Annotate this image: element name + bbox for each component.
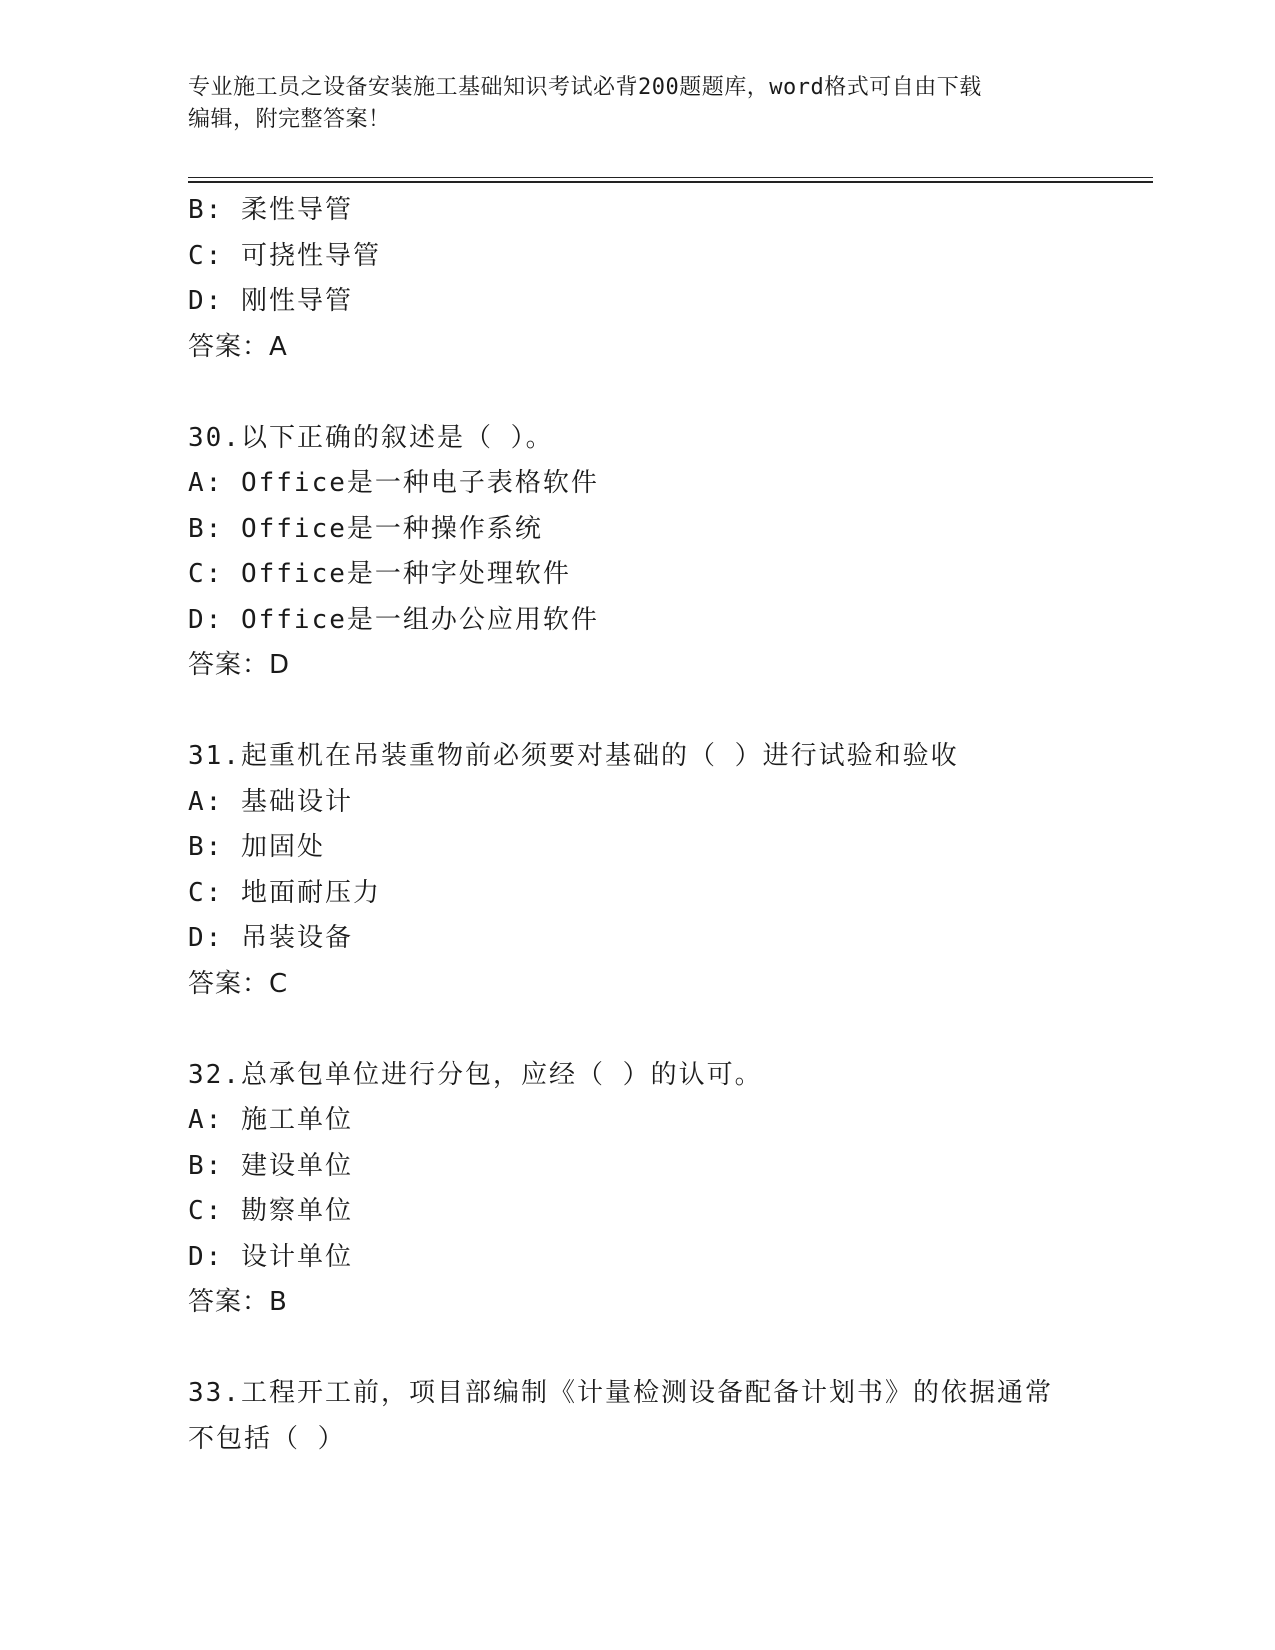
question-31 (188, 734, 1153, 1007)
answer-line: 答案：B (188, 1287, 288, 1317)
question-stem: 31.起重机在吊装重物前必须要对基础的（ ）进行试验和验收 (188, 741, 959, 771)
option-c: C: 可挠性导管 (188, 240, 381, 271)
option-b: B: 柔性导管 (188, 195, 353, 225)
document-page (188, 0, 1153, 1650)
option-b: B: 建设单位 (188, 1150, 353, 1181)
option-b: B: Office是一种操作系统 (188, 513, 543, 544)
question-32 (188, 1053, 1153, 1326)
answer-line: 答案：C (188, 968, 289, 999)
answer-line: 答案：D (188, 650, 291, 680)
option-c: C: Office是一种字处理软件 (188, 559, 571, 589)
question-stem: 32.总承包单位进行分包，应经（ ）的认可。 (188, 1059, 763, 1090)
question-33 (188, 1371, 1153, 1462)
option-d: D: 设计单位 (188, 1241, 353, 1272)
option-d: D: 吊装设备 (188, 923, 353, 953)
option-d: D: 刚性导管 (188, 286, 353, 316)
header-divider-thin (188, 177, 1153, 178)
question-stem: 33.工程开工前，项目部编制《计量检测设备配备计划书》的依据通常不包括（ ） (188, 1378, 1053, 1454)
spacer (188, 1007, 1153, 1053)
question-stem: 30.以下正确的叙述是（ ）。 (188, 422, 554, 453)
option-a: A: Office是一种电子表格软件 (188, 468, 599, 498)
question-list (188, 188, 1153, 1462)
document-header (188, 72, 1068, 136)
option-b: B: 加固处 (188, 832, 325, 862)
spacer (188, 370, 1153, 416)
spacer (188, 689, 1153, 735)
option-a: A: 基础设计 (188, 786, 353, 817)
option-c: C: 勘察单位 (188, 1196, 353, 1226)
header-divider-thick (188, 181, 1153, 183)
header-title-line-2: 编辑，附完整答案！ (188, 107, 391, 132)
option-c: C: 地面耐压力 (188, 877, 381, 908)
option-d: D: Office是一组办公应用软件 (188, 604, 599, 635)
spacer (188, 1326, 1153, 1372)
question-30 (188, 416, 1153, 689)
option-a: A: 施工单位 (188, 1105, 353, 1135)
answer-line: 答案：A (188, 331, 288, 362)
question-29-continued (188, 188, 1153, 370)
header-title-line-1: 专业施工员之设备安装施工基础知识考试必背200题题库，word格式可自由下载 (188, 75, 982, 100)
